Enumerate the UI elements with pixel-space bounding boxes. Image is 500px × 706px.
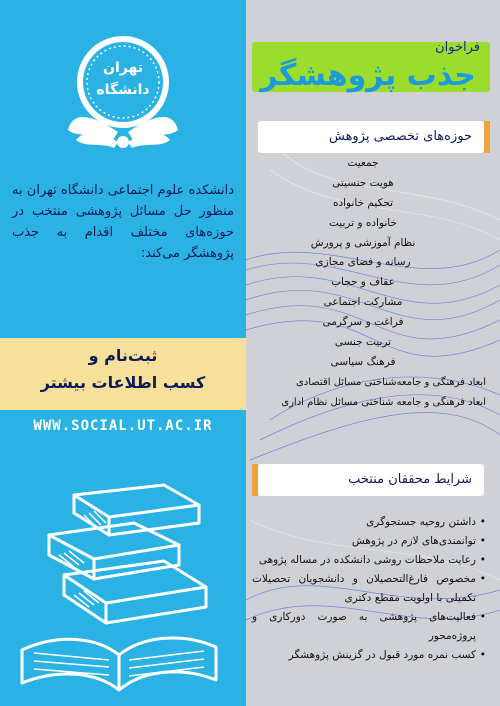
fields-heading <box>258 121 484 153</box>
list-item: ابعاد فرهنگی و جامعه شناختی مسائل نظام اداری <box>281 396 486 408</box>
list-item: نظام آموزشی و پرورش <box>310 236 416 249</box>
register-line-2: کسب اطلاعات بیشتر <box>40 373 206 392</box>
list-item: خانواده و تربیت <box>329 216 397 229</box>
svg-text:دانشگاه: دانشگاه <box>96 82 150 98</box>
list-item: ابعاد فرهنگی و جامعه‌شناختی مسائل اقتصادی <box>295 376 486 388</box>
list-item: • داشتن روحیه جستجوگری <box>252 513 486 532</box>
list-item: • کسب نمره مورد قبول در گزینش پژوهشگر <box>252 646 486 665</box>
register-line-1: ثبت‌نام و <box>88 346 158 365</box>
website-link[interactable]: WWW.SOCIAL.UT.AC.IR <box>33 418 213 434</box>
list-item: • توانمندی‌های لازم در پژوهش <box>252 532 486 551</box>
list-item: تربیت جنسی <box>334 336 392 349</box>
requirements-heading-text: شرایط محققان منتخب <box>348 472 472 487</box>
list-item: رسانه و فضای مجازی <box>315 256 411 269</box>
intro-text: دانشکده علوم اجتماعی دانشگاه تهران به منظور حل مسائل پژوهشی منتخب در حوزه‌های مختلف اقدام به جذب پژوهشگر می‌کند: <box>12 183 234 261</box>
list-item: عفاف و حجاب <box>331 276 395 289</box>
accent-bar <box>252 464 258 496</box>
list-item: • فعالیت‌های پژوهشی به صورت دورکاری و پروژه‌محور <box>252 608 486 646</box>
requirements-heading <box>258 464 484 496</box>
call-label: فراخوان <box>435 40 480 55</box>
accent-bar <box>484 121 490 153</box>
page-title: جذب پژوهشگر <box>260 58 476 93</box>
list-item: • رعایت ملاحظات روشی دانشکده در مساله پژوهی <box>252 551 486 570</box>
university-logo <box>58 20 188 170</box>
fields-list <box>250 154 486 413</box>
register-banner[interactable] <box>0 338 246 410</box>
requirements-list <box>252 513 486 665</box>
books-illustration <box>14 475 224 700</box>
list-item: جمعیت <box>347 157 379 169</box>
list-item: مشارکت اجتماعی <box>323 296 403 309</box>
list-item: فرهنگ سیاسی <box>330 355 396 368</box>
list-item: تحکیم خانواده <box>332 196 394 209</box>
list-item: هویت جنسیتی <box>332 176 394 189</box>
list-item: فراغت و سرگرمی <box>322 316 404 329</box>
svg-text:تهران: تهران <box>103 60 143 76</box>
fields-heading-text: حوزه‌های تخصصی پژوهش <box>329 129 472 144</box>
list-item: • مخصوص فارغ‌التحصیلان و دانشجویان تحصیلات تکمیلی با اولویت مقطع دکتری <box>252 570 486 608</box>
